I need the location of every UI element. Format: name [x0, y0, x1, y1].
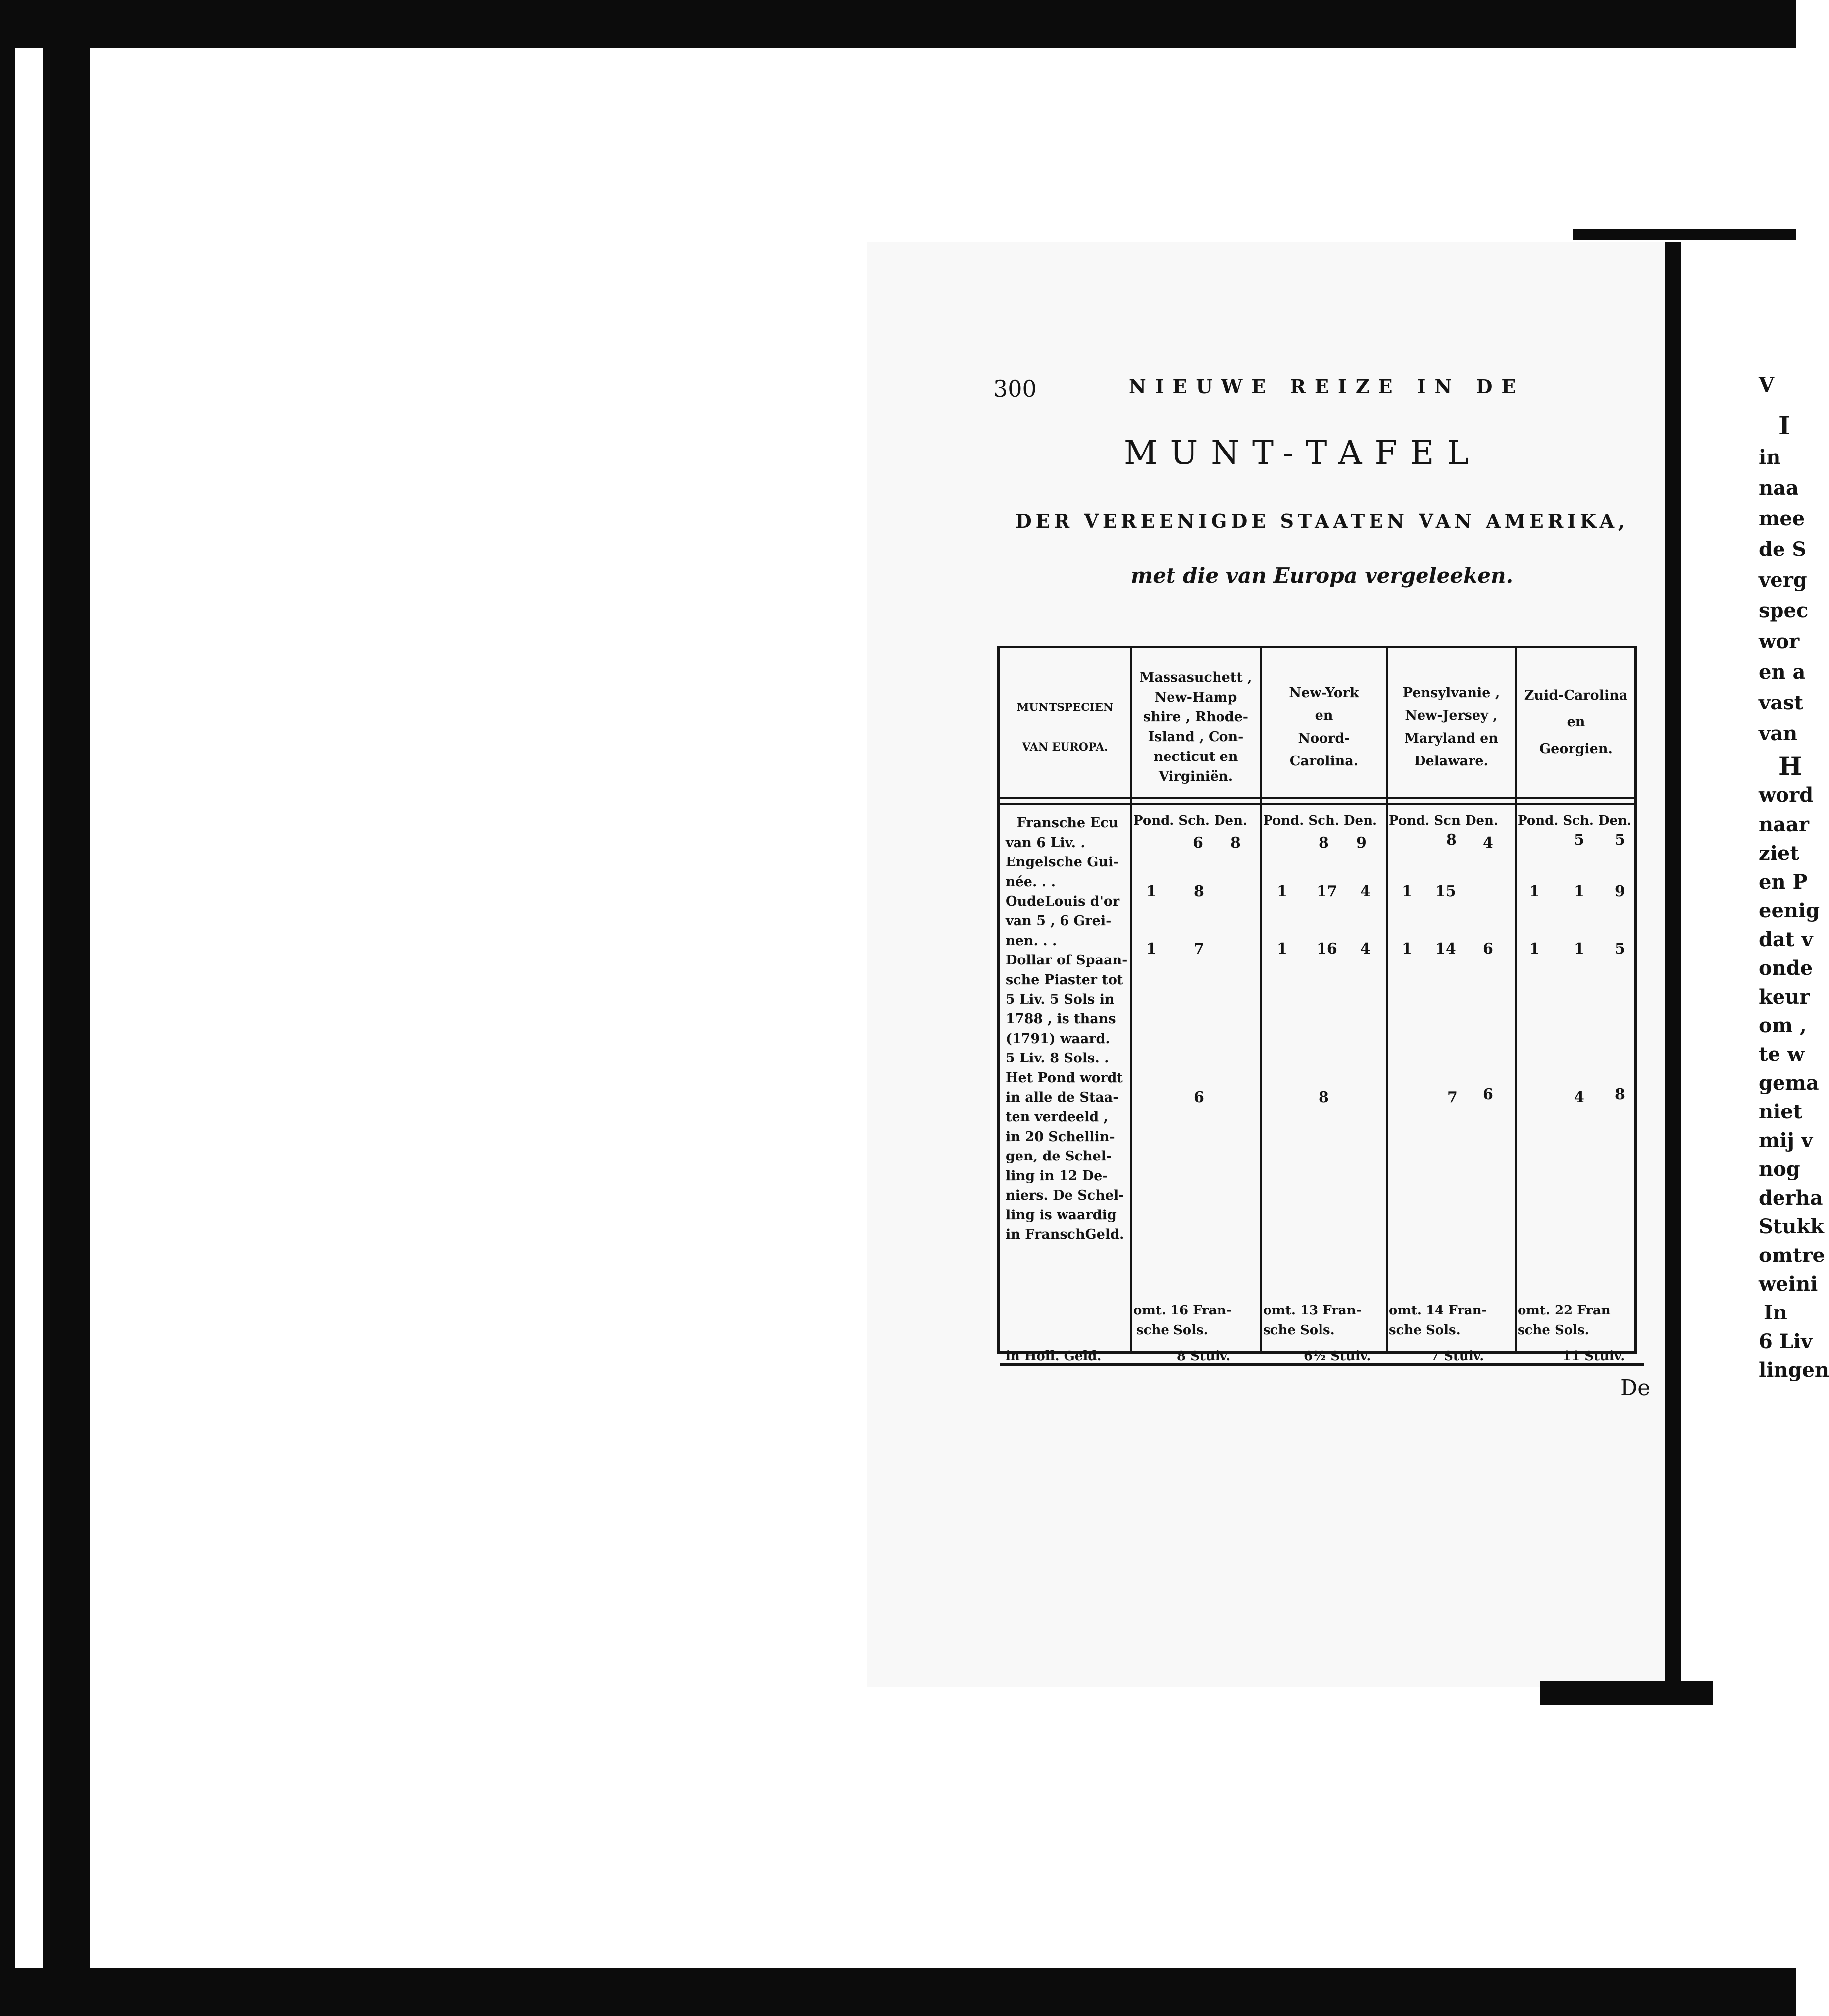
- header-line: Delaware.: [1414, 754, 1488, 769]
- french-line: sche Sols.: [1389, 1323, 1461, 1338]
- value-cell: 8: [1319, 834, 1329, 852]
- header-rule: [1000, 803, 1634, 805]
- book-gutter-bottom: [1540, 1681, 1713, 1705]
- fragment-line: 6 Liv: [1759, 1330, 1813, 1353]
- fragment-line: mij v: [1759, 1129, 1813, 1152]
- frame-top-bar: [0, 0, 1796, 48]
- row-label: van 6 Liv. .: [1006, 835, 1085, 851]
- row-label: OudeLouis d'or: [1006, 894, 1120, 909]
- french-value: [1389, 1301, 1487, 1340]
- frame-edge-left: [0, 0, 15, 2016]
- table-underline: [1000, 1363, 1644, 1366]
- fragment-line: Stukk: [1759, 1215, 1824, 1238]
- row-label: (1791) waard.: [1006, 1031, 1110, 1047]
- value-cell: 4: [1574, 1089, 1584, 1106]
- french-value: [1518, 1301, 1611, 1340]
- page-number: 300: [993, 375, 1037, 402]
- value-cell: 6: [1193, 834, 1203, 852]
- row-label: in 20 Schellin-: [1006, 1129, 1115, 1145]
- value-cell: 1: [1402, 883, 1412, 900]
- row-label: van 5 , 6 Grei-: [1006, 913, 1112, 929]
- fragment-line: onde: [1759, 957, 1813, 980]
- french-line: omt. 16 Fran-: [1133, 1303, 1232, 1318]
- fragment-line: niet: [1759, 1100, 1803, 1123]
- header-pennsylvania: [1388, 653, 1515, 802]
- value-cell: 9: [1356, 834, 1367, 852]
- row-label: 5 Liv. 5 Sols in: [1006, 992, 1115, 1008]
- row-labels: [1006, 813, 1129, 1245]
- header-line: Zuid-Carolina: [1524, 688, 1628, 703]
- subheader-units: Pond. Sch. Den.: [1263, 813, 1377, 828]
- french-line: sche Sols.: [1518, 1323, 1589, 1338]
- row-label: gen, de Schel-: [1006, 1149, 1112, 1164]
- holl-value: 8 Stuiv.: [1177, 1349, 1231, 1363]
- header-europe: [1000, 653, 1130, 802]
- value-cell: 1: [1277, 940, 1287, 958]
- value-cell: 1: [1402, 940, 1412, 958]
- fragment-line: spec: [1759, 599, 1809, 622]
- value-cell: 1: [1529, 940, 1540, 958]
- row-label: Dollar of Spaan-: [1006, 953, 1128, 968]
- value-cell: 1: [1277, 883, 1287, 900]
- coin-table: [997, 646, 1637, 1363]
- subheader-units: Pond. Sch. Den.: [1133, 813, 1248, 828]
- header-line: necticut en: [1153, 749, 1238, 764]
- fragment-line: in: [1759, 446, 1781, 469]
- value-cell: 8: [1615, 1086, 1625, 1103]
- french-line: omt. 22 Fran: [1518, 1303, 1611, 1318]
- fragment-line: verg: [1759, 568, 1807, 592]
- holl-label: in Holl. Geld.: [1006, 1349, 1102, 1363]
- header-line: Virginiën.: [1158, 769, 1233, 784]
- value-cell: 6: [1194, 1089, 1204, 1106]
- value-cell: 5: [1574, 831, 1584, 849]
- header-line: Maryland en: [1404, 731, 1498, 746]
- french-line: sche Sols.: [1136, 1323, 1208, 1338]
- row-label: 1788 , is thans: [1006, 1011, 1116, 1027]
- french-value: [1133, 1301, 1231, 1340]
- header-line: en: [1567, 714, 1585, 730]
- fragment-line: naar: [1759, 813, 1809, 836]
- subheader-units: Pond. Scn Den.: [1389, 813, 1498, 828]
- fragment-line: keur: [1759, 985, 1810, 1008]
- fragment-line: dat v: [1759, 928, 1813, 951]
- fragment-line: I: [1778, 411, 1790, 440]
- row-label: ten verdeeld ,: [1006, 1109, 1108, 1125]
- value-cell: 5: [1615, 831, 1625, 849]
- value-cell: 1: [1529, 883, 1540, 900]
- value-cell: 7: [1447, 1089, 1458, 1106]
- row-label: 5 Liv. 8 Sols. .: [1006, 1051, 1109, 1066]
- value-cell: 4: [1360, 940, 1371, 958]
- page-title: MUNT-TAFEL: [1124, 434, 1482, 472]
- header-line: en: [1315, 708, 1333, 723]
- header-label: MUNTSPECIEN: [1017, 701, 1113, 714]
- value-cell: 1: [1574, 883, 1584, 900]
- value-cell: 6: [1483, 940, 1493, 958]
- fragment-line: nog: [1759, 1158, 1800, 1181]
- fragment-line: ziet: [1759, 842, 1799, 865]
- value-cell: 9: [1615, 883, 1625, 900]
- header-line: Noord-: [1298, 731, 1350, 746]
- fragment-line: word: [1759, 783, 1814, 806]
- french-line: sche Sols.: [1263, 1323, 1335, 1338]
- fragment-line: weini: [1759, 1272, 1818, 1296]
- fragment-line: naa: [1759, 476, 1799, 500]
- catchword: De: [1620, 1375, 1651, 1401]
- page-subtitle: DER VEREENIGDE STAATEN VAN AMERIKA,: [1015, 510, 1629, 532]
- value-cell: 8: [1194, 883, 1204, 900]
- fragment-line: H: [1778, 752, 1802, 781]
- subheader-units: Pond. Sch. Den.: [1518, 813, 1632, 828]
- fragment-line: omtre: [1759, 1244, 1826, 1267]
- header-line: New-Jersey ,: [1405, 708, 1498, 723]
- holl-value: 11 Stuiv.: [1562, 1349, 1625, 1363]
- row-label: in alle de Staa-: [1006, 1090, 1118, 1106]
- row-label: nen. . .: [1006, 933, 1057, 949]
- value-cell: 16: [1317, 940, 1337, 958]
- value-cell: 1: [1574, 940, 1584, 958]
- fragment-line: derha: [1759, 1186, 1823, 1210]
- fragment-line: van: [1759, 722, 1798, 745]
- book-gutter-top: [1573, 229, 1796, 240]
- fragment-line: lingen: [1759, 1359, 1829, 1382]
- row-label: Het Pond wordt: [1006, 1070, 1123, 1086]
- page-subtitle-italic: met die van Europa vergeleeken.: [1130, 563, 1514, 588]
- row-label: ling in 12 De-: [1006, 1168, 1108, 1184]
- fragment-line: gema: [1759, 1071, 1819, 1095]
- holl-value: 7 Stuiv.: [1430, 1349, 1484, 1363]
- header-south-carolina: [1517, 648, 1635, 797]
- value-cell: 4: [1483, 834, 1493, 852]
- header-line: New-York: [1289, 685, 1359, 701]
- header-line: Carolina.: [1289, 754, 1359, 769]
- fragment-line: vast: [1759, 691, 1804, 714]
- value-cell: 1: [1146, 940, 1157, 958]
- fragment-line: V: [1759, 373, 1775, 397]
- value-cell: 6: [1483, 1086, 1493, 1103]
- row-label: niers. De Schel-: [1006, 1188, 1124, 1204]
- row-label: sche Piaster tot: [1006, 972, 1123, 988]
- value-cell: 7: [1194, 940, 1204, 958]
- fragment-line: mee: [1759, 507, 1805, 530]
- fragment-line: en P: [1759, 870, 1808, 894]
- value-cell: 15: [1435, 883, 1456, 900]
- fragment-line: de S: [1759, 538, 1807, 561]
- french-line: omt. 13 Fran-: [1263, 1303, 1362, 1318]
- fragment-line: In: [1764, 1301, 1787, 1324]
- row-label: in FranschGeld.: [1006, 1227, 1124, 1243]
- french-line: omt. 14 Fran-: [1389, 1303, 1487, 1318]
- header-label: VAN EUROPA.: [1022, 741, 1108, 754]
- book-gutter: [1665, 242, 1681, 1692]
- fragment-line: wor: [1759, 630, 1800, 653]
- value-cell: 8: [1319, 1089, 1329, 1106]
- frame-bottom-bar: [0, 1968, 1796, 2016]
- row-label: Fransche Ecu: [1016, 815, 1118, 831]
- row-label: ling is waardig: [1006, 1207, 1117, 1223]
- value-cell: 1: [1146, 883, 1157, 900]
- header-new-york: [1262, 653, 1386, 802]
- running-head: NIEUWE REIZE IN DE: [1129, 375, 1525, 398]
- holl-value: 6½ Stuiv.: [1304, 1349, 1371, 1363]
- fragment-line: om ,: [1759, 1014, 1807, 1037]
- header-line: Massasuchett ,: [1139, 670, 1252, 685]
- value-cell: 17: [1317, 883, 1337, 900]
- header-line: Pensylvanie ,: [1402, 685, 1500, 701]
- row-label: née. . .: [1006, 874, 1056, 890]
- french-value: [1263, 1301, 1361, 1340]
- fragment-line: en a: [1759, 660, 1806, 684]
- frame-left-bar: [43, 0, 90, 2016]
- value-cell: 4: [1360, 883, 1371, 900]
- header-massachusetts: [1131, 653, 1260, 802]
- header-line: New-Hamp: [1154, 690, 1237, 705]
- header-line: shire , Rhode-: [1143, 709, 1249, 725]
- header-line: Georgien.: [1539, 741, 1613, 756]
- fragment-line: te w: [1759, 1043, 1805, 1066]
- value-cell: 8: [1446, 831, 1457, 849]
- fragment-line: eenig: [1759, 899, 1820, 922]
- header-line: Island , Con-: [1148, 729, 1244, 745]
- value-cell: 8: [1230, 834, 1241, 852]
- row-label: Engelsche Gui-: [1006, 855, 1119, 870]
- value-cell: 14: [1435, 940, 1456, 958]
- value-cell: 5: [1615, 940, 1625, 958]
